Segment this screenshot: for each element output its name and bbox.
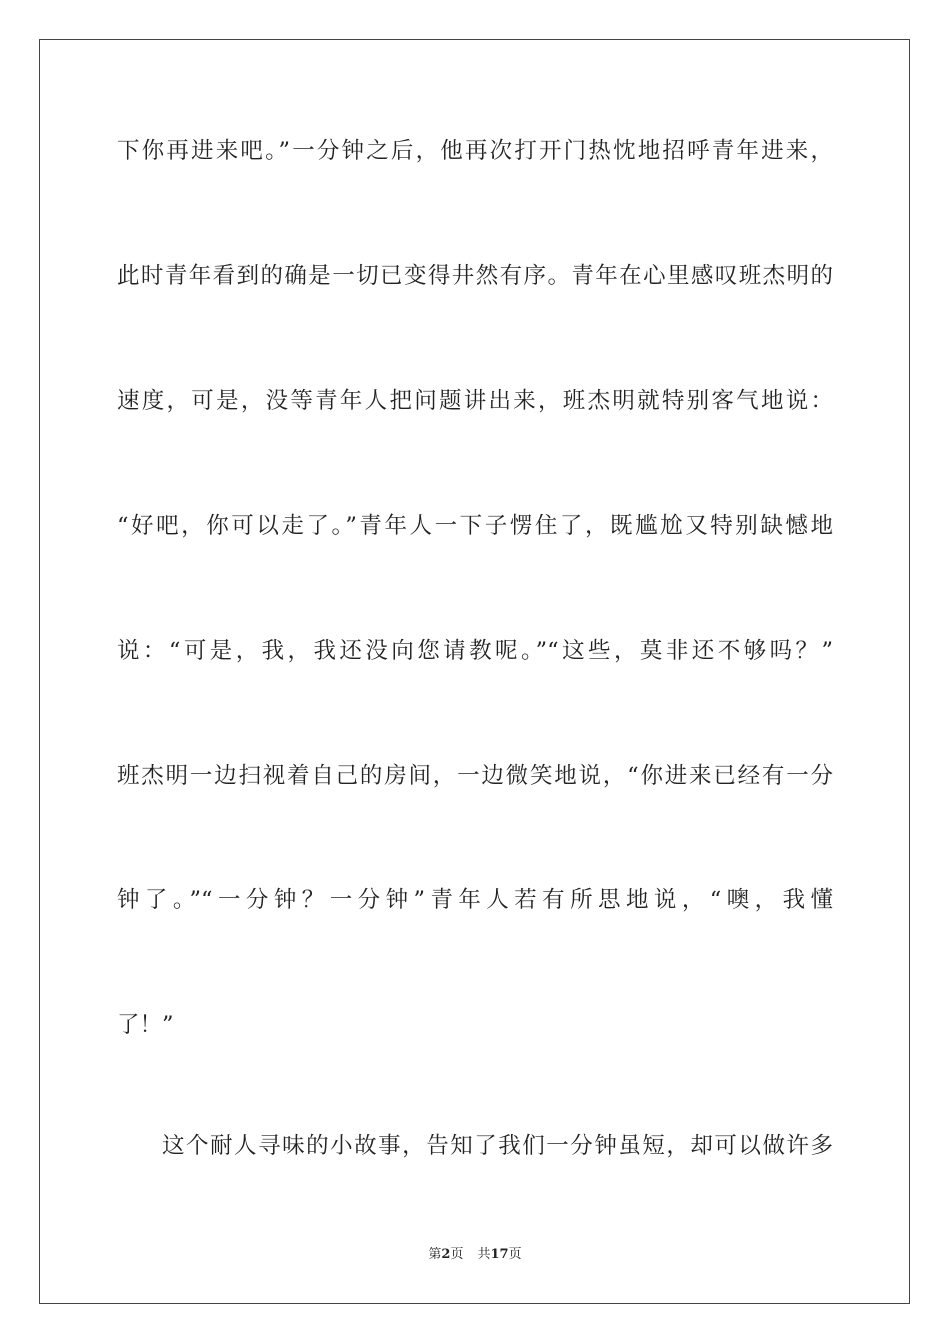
body-text-line-4: “好吧，你可以走了。”青年人一下子愣住了，既尴尬又特别缺憾地 <box>117 513 833 539</box>
body-text-line-1: 下你再进来吧。”一分钟之后，他再次打开门热忱地招呼青年进来， <box>117 138 833 164</box>
body-text-line-3: 速度，可是，没等青年人把问题讲出来，班杰明就特别客气地说： <box>117 388 833 414</box>
body-text-line-7: 钟了。”“一分钟？一分钟”青年人若有所思地说，“噢，我懂 <box>117 887 833 913</box>
page-border <box>39 39 910 1304</box>
page-footer <box>0 1247 950 1263</box>
footer-page-prefix: 第 <box>428 1247 442 1262</box>
body-text-paragraph-start: 这个耐人寻味的小故事，告知了我们一分钟虽短，却可以做许多 <box>162 1133 833 1159</box>
body-text-line-8: 了！” <box>117 1012 174 1038</box>
footer-total-prefix: 共 <box>477 1247 491 1262</box>
footer-total-suffix: 页 <box>508 1247 522 1262</box>
body-text-line-5: 说：“可是，我，我还没向您请教呢。”“这些，莫非还不够吗？” <box>117 638 833 664</box>
body-text-line-2: 此时青年看到的确是一切已变得井然有序。青年在心里感叹班杰明的 <box>117 263 833 289</box>
body-text-line-6: 班杰明一边扫视着自己的房间，一边微笑地说，“你进来已经有一分 <box>117 763 833 789</box>
footer-page-suffix: 页 <box>450 1247 464 1262</box>
footer-page-number: 2 <box>441 1247 451 1262</box>
footer-total-pages: 17 <box>490 1247 509 1262</box>
